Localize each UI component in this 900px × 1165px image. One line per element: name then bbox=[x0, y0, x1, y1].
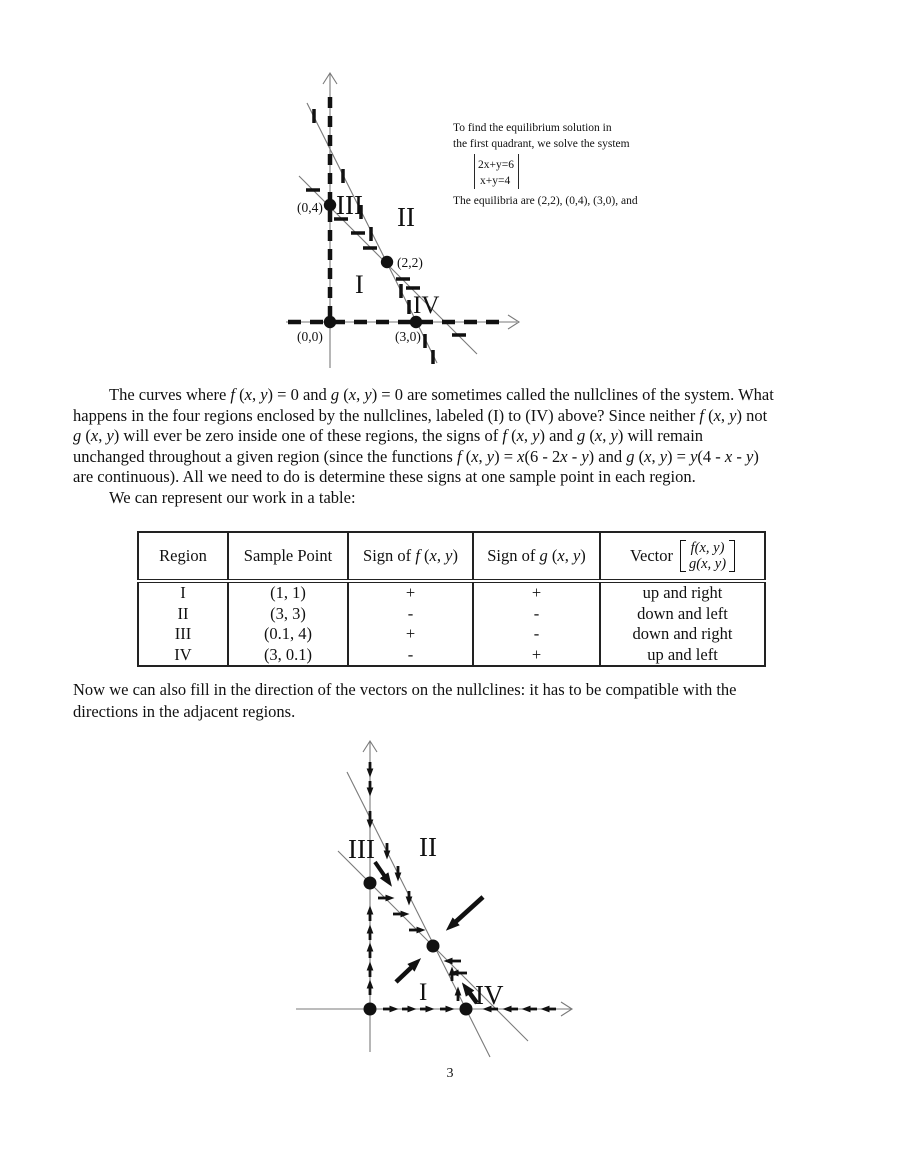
paragraph-table-intro: We can represent our work in a table: bbox=[109, 487, 356, 507]
label-point-0-4: (0,4) bbox=[297, 200, 323, 215]
side-note-line3: The equilibria are (2,2), (0,4), (3,0), and bbox=[453, 195, 638, 207]
cell-region: II bbox=[138, 604, 228, 625]
cell-sign-g: + bbox=[473, 581, 600, 604]
cell-sample: (3, 0.1) bbox=[228, 645, 348, 667]
figure-nullclines-top bbox=[285, 60, 665, 380]
paragraph-directions: Now we can also fill in the direction of the vectors on the nullclines: it has to be compatible with the directions in the adjacent regions. bbox=[73, 680, 737, 721]
system-equation-2: x+y=4 bbox=[480, 175, 511, 187]
side-note-line1: To find the equilibrium solution in bbox=[453, 122, 612, 134]
cell-region: I bbox=[138, 581, 228, 604]
vector-arrow-down-right bbox=[375, 862, 388, 881]
cell-sign-f: + bbox=[348, 581, 473, 604]
vector-matrix bbox=[680, 540, 735, 572]
table-row bbox=[138, 645, 765, 667]
cell-sign-f: + bbox=[348, 624, 473, 645]
header-sign-g: Sign of g (x, y) bbox=[473, 532, 600, 581]
label-point-0-0: (0,0) bbox=[297, 329, 323, 344]
small-vector-arrows bbox=[370, 762, 556, 1009]
cell-sample: (1, 1) bbox=[228, 581, 348, 604]
figure-vector-field-bottom bbox=[295, 735, 585, 1065]
table-header-row bbox=[138, 532, 765, 581]
cell-sign-f: - bbox=[348, 604, 473, 625]
matrix-right-bracket bbox=[729, 540, 735, 572]
cell-sign-f: - bbox=[348, 645, 473, 667]
header-region: Region bbox=[138, 532, 228, 581]
vector-label: Vector bbox=[629, 546, 674, 565]
label-point-3-0: (3,0) bbox=[395, 329, 421, 344]
bold-region-arrows bbox=[375, 862, 483, 1003]
point-2-2 bbox=[427, 940, 440, 953]
label-region-ii: II bbox=[419, 832, 437, 862]
label-region-iv: IV bbox=[413, 292, 440, 319]
paragraph-directions-block bbox=[73, 679, 873, 722]
point-0-0 bbox=[324, 316, 336, 328]
label-region-iii: III bbox=[336, 190, 363, 220]
point-0-4 bbox=[324, 199, 336, 211]
page-number: 3 bbox=[446, 1066, 454, 1081]
side-note-line2: the first quadrant, we solve the system bbox=[453, 138, 630, 150]
vector-arrow-up-right bbox=[396, 963, 416, 982]
vector-arrow-down-left bbox=[451, 897, 483, 926]
point-2-2 bbox=[381, 256, 393, 268]
cell-vector: down and right bbox=[600, 624, 765, 645]
matrix-top-entry: f(x, y) bbox=[690, 540, 725, 556]
point-0-0 bbox=[364, 1003, 377, 1016]
cell-vector: down and left bbox=[600, 604, 765, 625]
system-equation-1: 2x+y=6 bbox=[478, 159, 514, 171]
label-region-iv: IV bbox=[475, 980, 504, 1010]
cell-vector: up and left bbox=[600, 645, 765, 667]
point-0-4 bbox=[364, 877, 377, 890]
cell-sign-g: + bbox=[473, 645, 600, 667]
header-sign-f: Sign of f (x, y) bbox=[348, 532, 473, 581]
table-row bbox=[138, 581, 765, 604]
point-3-0 bbox=[460, 1003, 473, 1016]
cell-sample: (0.1, 4) bbox=[228, 624, 348, 645]
sign-table bbox=[137, 531, 766, 667]
label-region-i: I bbox=[419, 979, 428, 1006]
paragraph-nullclines: The curves where f (x, y) = 0 and g (x, y) = 0 are sometimes called the nullclines of the system. What happens in the four regions enclosed by the nullclines, labeled (I) to (IV) above? Since neither f (x, y) not g (x, y) will ever be zero inside one of these regions, the signs of f (x, y) and g (x, y) will remain unchanged throughout a given region (since the functions f (x, y) = x(6 - 2x - y) and g (x, y) = y(4 - x - y) are continuous). All we need to do is determine these signs at one sample point in each region. bbox=[73, 385, 774, 487]
cell-region: III bbox=[138, 624, 228, 645]
header-sample-point: Sample Point bbox=[228, 532, 348, 581]
cell-region: IV bbox=[138, 645, 228, 667]
cell-sample: (3, 3) bbox=[228, 604, 348, 625]
label-region-iii: III bbox=[348, 834, 375, 864]
matrix-bottom-entry: g(x, y) bbox=[689, 556, 727, 572]
cell-sign-g: - bbox=[473, 604, 600, 625]
table-row bbox=[138, 604, 765, 625]
label-region-ii: II bbox=[397, 202, 415, 232]
body-text-block bbox=[73, 385, 873, 509]
side-note bbox=[453, 122, 638, 207]
cell-sign-g: - bbox=[473, 624, 600, 645]
label-point-2-2: (2,2) bbox=[397, 255, 423, 270]
table-row bbox=[138, 624, 765, 645]
header-vector bbox=[600, 532, 765, 581]
label-region-i: I bbox=[355, 270, 364, 299]
cell-vector: up and right bbox=[600, 581, 765, 604]
